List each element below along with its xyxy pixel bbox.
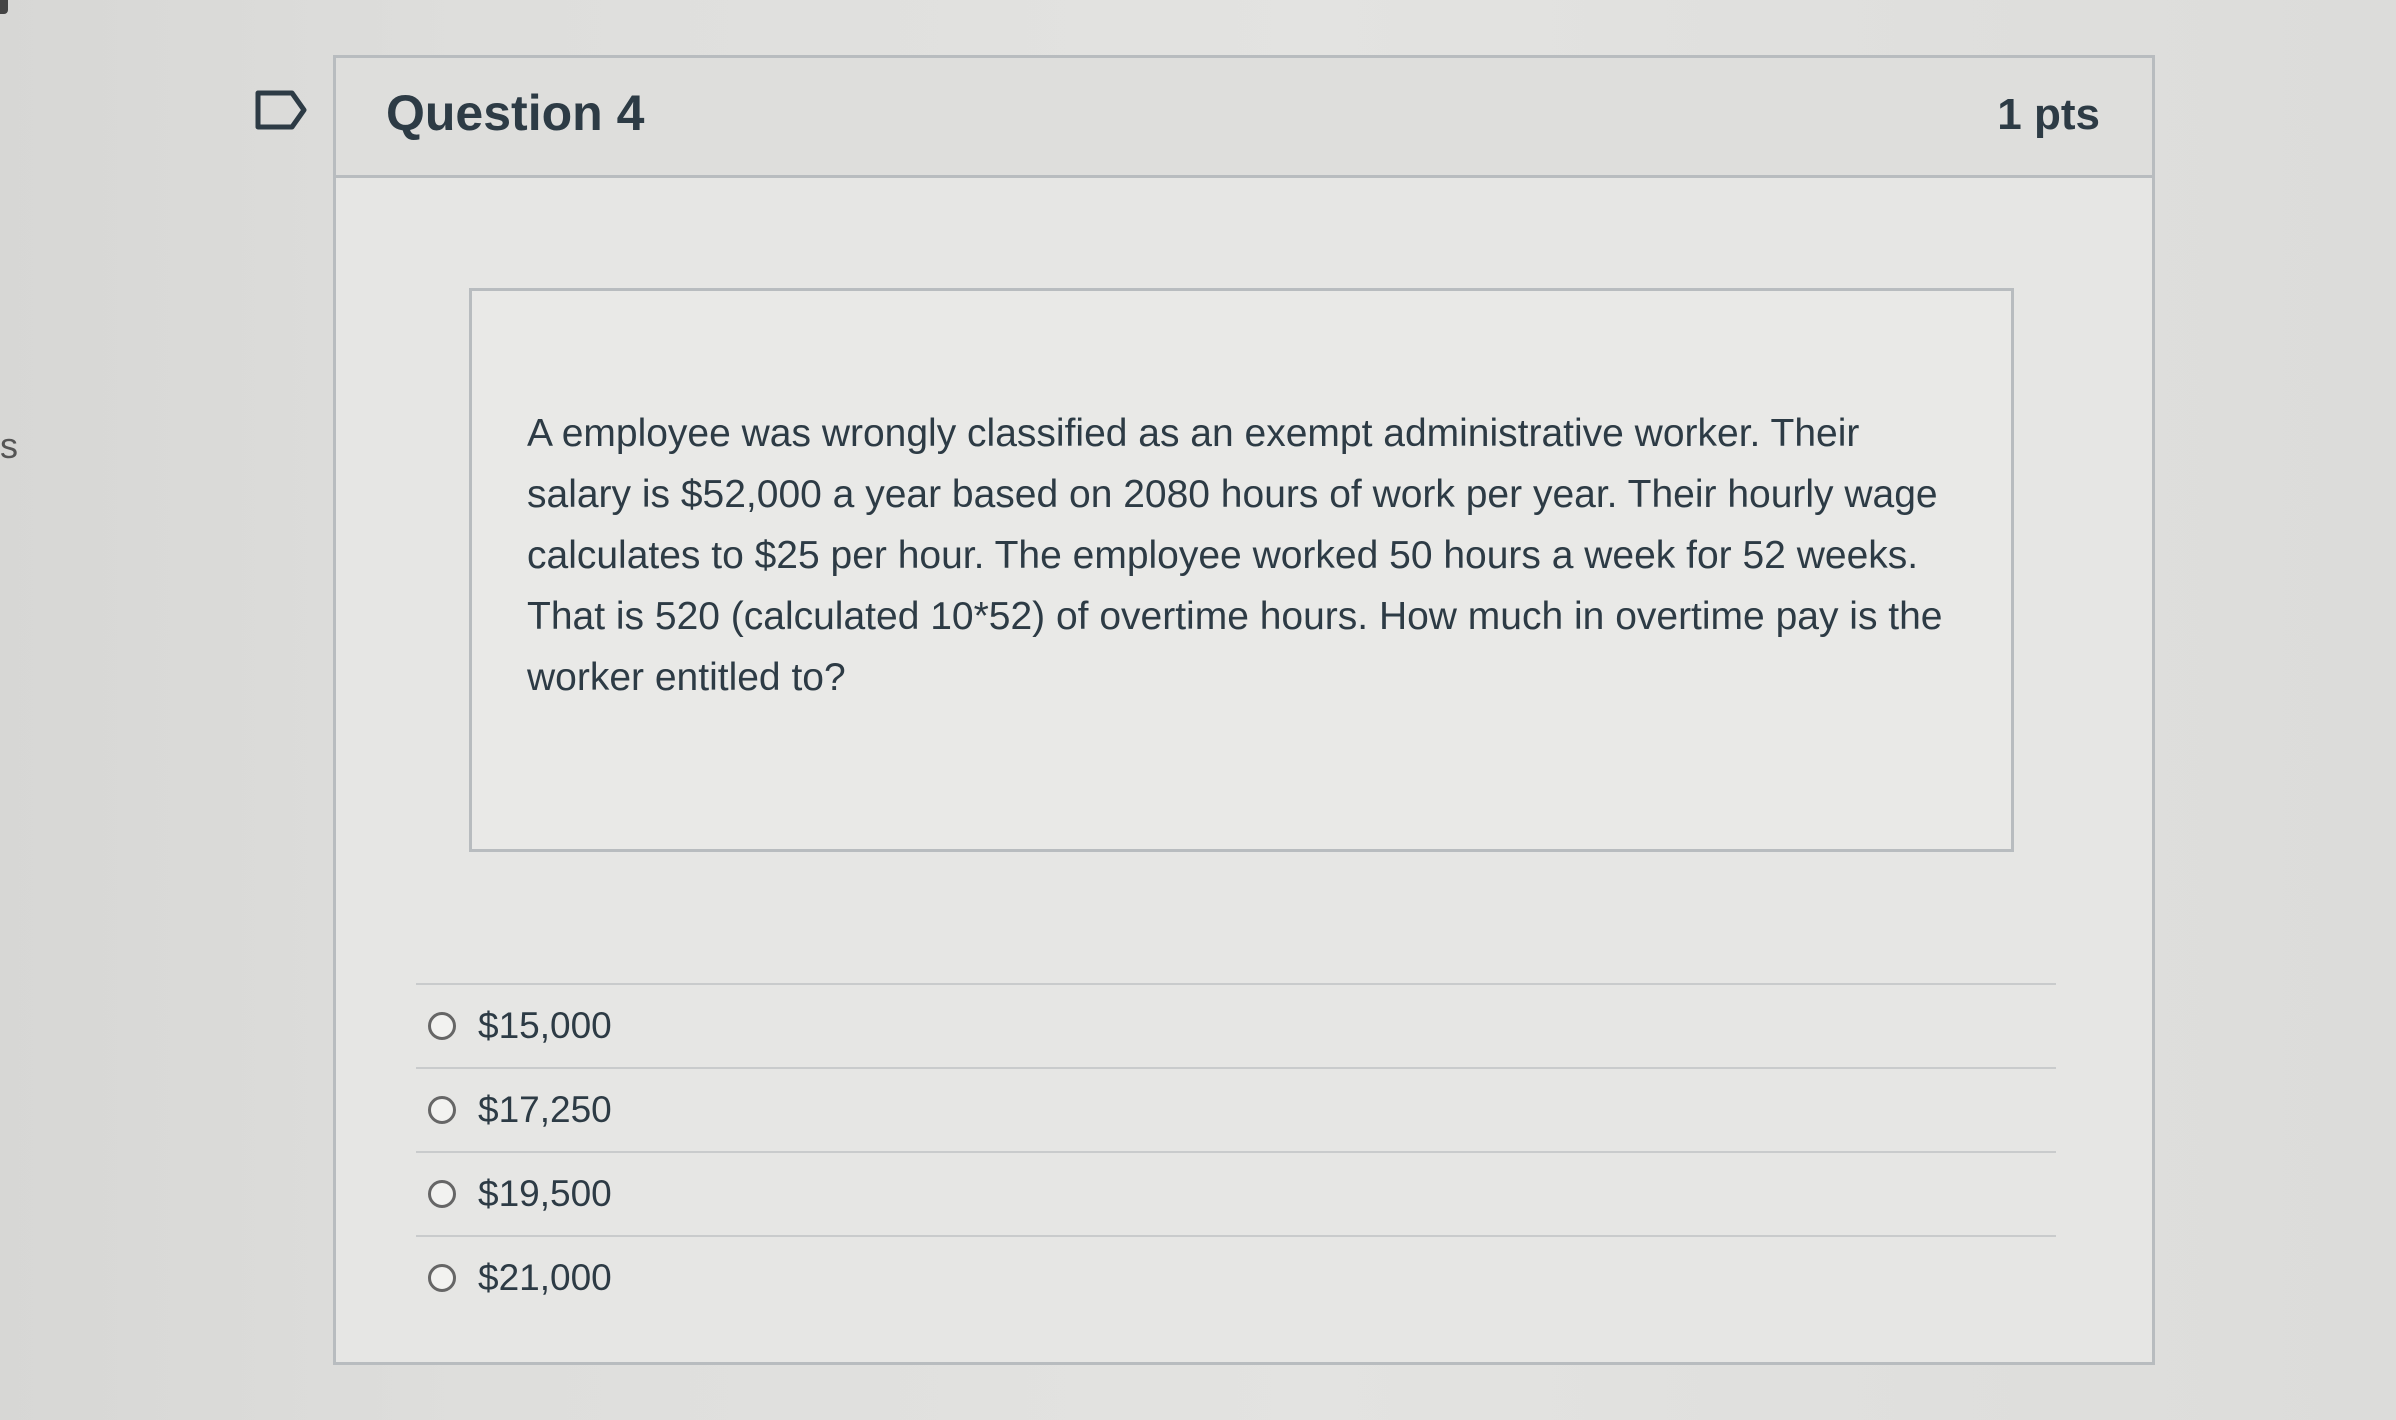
question-card xyxy=(333,55,2155,1365)
question-points: 1 pts xyxy=(1997,90,2100,139)
question-header xyxy=(336,58,2152,178)
radio-empty-icon[interactable] xyxy=(428,1264,456,1292)
radio-empty-icon[interactable] xyxy=(428,1012,456,1040)
answer-option-1[interactable] xyxy=(416,983,2056,1067)
question-text: A employee was wrongly classified as an exempt administrative worker. Their salary is $52,000 a year based on 2080 hours of work per year. Their hourly wage calculates to $25 per hour. The employee worked 50 hours a week for 52 weeks. That is 520 (calculated 10*52) of overtime hours. How much in overtime pay is the worker entitled to? xyxy=(527,412,1943,699)
answer-label: $21,000 xyxy=(478,1257,612,1298)
answer-label: $19,500 xyxy=(478,1173,612,1214)
answer-option-4[interactable] xyxy=(416,1235,2056,1319)
edge-text-fragment: s xyxy=(0,425,18,466)
answer-option-3[interactable] xyxy=(416,1151,2056,1235)
question-title: Question 4 xyxy=(386,85,645,141)
radio-empty-icon[interactable] xyxy=(428,1096,456,1124)
question-text-box xyxy=(469,288,2014,852)
answer-label: $17,250 xyxy=(478,1089,612,1130)
answer-option-2[interactable] xyxy=(416,1067,2056,1151)
edge-fragment xyxy=(0,0,8,14)
answer-label: $15,000 xyxy=(478,1005,612,1046)
answer-list xyxy=(416,983,2056,1319)
flag-question-icon[interactable] xyxy=(254,88,308,132)
radio-empty-icon[interactable] xyxy=(428,1180,456,1208)
